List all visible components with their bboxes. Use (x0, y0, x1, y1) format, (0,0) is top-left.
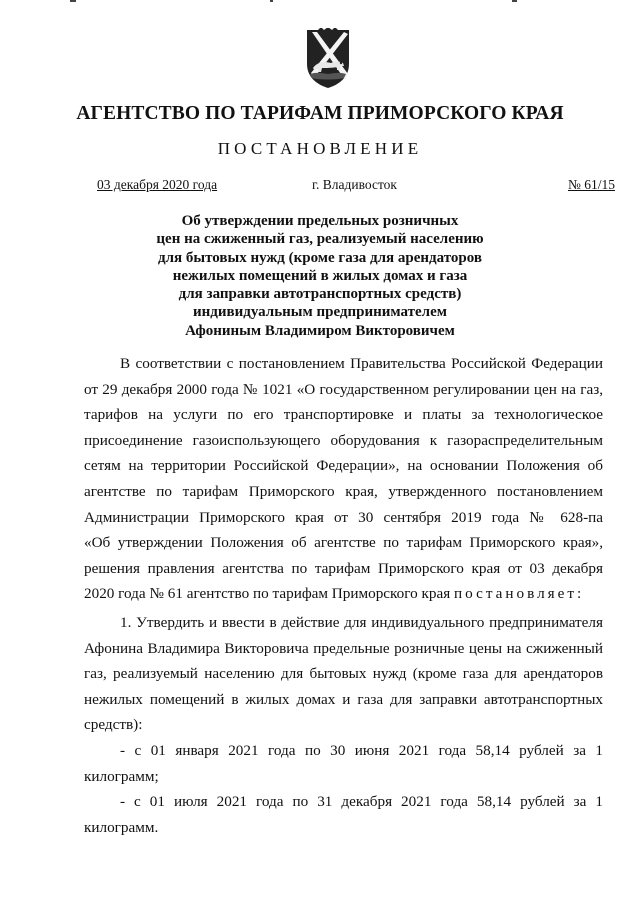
body-line: В соответствии с постановлением Правительства Российской Федерации (120, 355, 603, 372)
body-line: Администрации Приморского края от 30 сентября 2019 года № 628-па (84, 508, 603, 526)
title-line: индивидуальным предпринимателем (193, 304, 447, 321)
body-line: 1. Утвердить и ввести в действие для индивидуального предпринимателя (120, 613, 603, 631)
price-line-cont: килограмм; (84, 767, 159, 785)
scan-artifacts (60, 0, 540, 6)
title-line: цен на сжиженный газ, реализуемый населению (156, 231, 484, 248)
document-body (84, 351, 603, 840)
title-line: Афониным Владимиром Викторовичем (185, 322, 455, 339)
body-line: нежилых помещений в жилых домах и газа для заправки автотранспортных (84, 690, 603, 708)
price-line-cont: килограмм. (84, 818, 159, 836)
body-line-last (84, 581, 603, 607)
resolve-word: постановляет: (453, 585, 585, 603)
document-title (120, 212, 520, 340)
title-line: для заправки автотранспортных средств) (178, 286, 462, 303)
body-line: решения правления агентства по тарифам Приморского края от 03 декабря (84, 559, 603, 577)
body-line: «Об утверждении Положения об агентстве по тарифам Приморского края», (84, 534, 603, 552)
agency-name: АГЕНТСТВО ПО ТАРИФАМ ПРИМОРСКОГО КРАЯ (76, 103, 564, 124)
document-city: г. Владивосток (312, 177, 397, 192)
document-date: 03 декабря 2020 года (97, 177, 218, 192)
body-line: сетям на территории Российской Федерации», на основании Положения об (84, 457, 603, 475)
body-line: присоединение газоиспользующего оборудования к газораспределительным (84, 431, 603, 449)
title-line: для бытовых нужд (кроме газа для арендаторов (158, 249, 482, 266)
coat-of-arms-emblem (304, 28, 352, 90)
body-line: средств): (84, 716, 143, 734)
price-line: - с 01 января 2021 года по 30 июня 2021 года 58,14 рублей за 1 (120, 741, 603, 759)
body-line: Афонина Владимира Викторовича предельные розничные цены на сжиженный (84, 639, 603, 657)
body-line: агентстве по тарифам Приморского края, утвержденного постановлением (84, 482, 603, 500)
price-item (84, 738, 603, 789)
document-type: ПОСТАНОВЛЕНИЕ (217, 139, 423, 158)
body-line: от 29 декабря 2000 года № 1021 «О государственном регулировании цен на газ, (84, 380, 603, 398)
price-item (84, 789, 603, 840)
preamble-last-text: 2020 года № 61 агентство по тарифам Приморского края (84, 585, 454, 603)
document-number: № 61/15 (567, 177, 615, 192)
price-line: - с 01 июля 2021 года по 31 декабря 2021 года 58,14 рублей за 1 (120, 793, 603, 811)
item-1-paragraph (84, 610, 603, 738)
body-line: тарифов на услуги по его транспортировке и платы за технологическое (84, 406, 603, 424)
title-line: нежилых помещений в жилых домах и газа (172, 267, 468, 284)
preamble-paragraph (84, 351, 603, 607)
document-meta-row (97, 177, 615, 195)
body-line: газ, реализуемый населению для бытовых нужд (кроме газа для арендаторов (84, 665, 603, 683)
title-line: Об утверждении предельных розничных (181, 213, 459, 229)
